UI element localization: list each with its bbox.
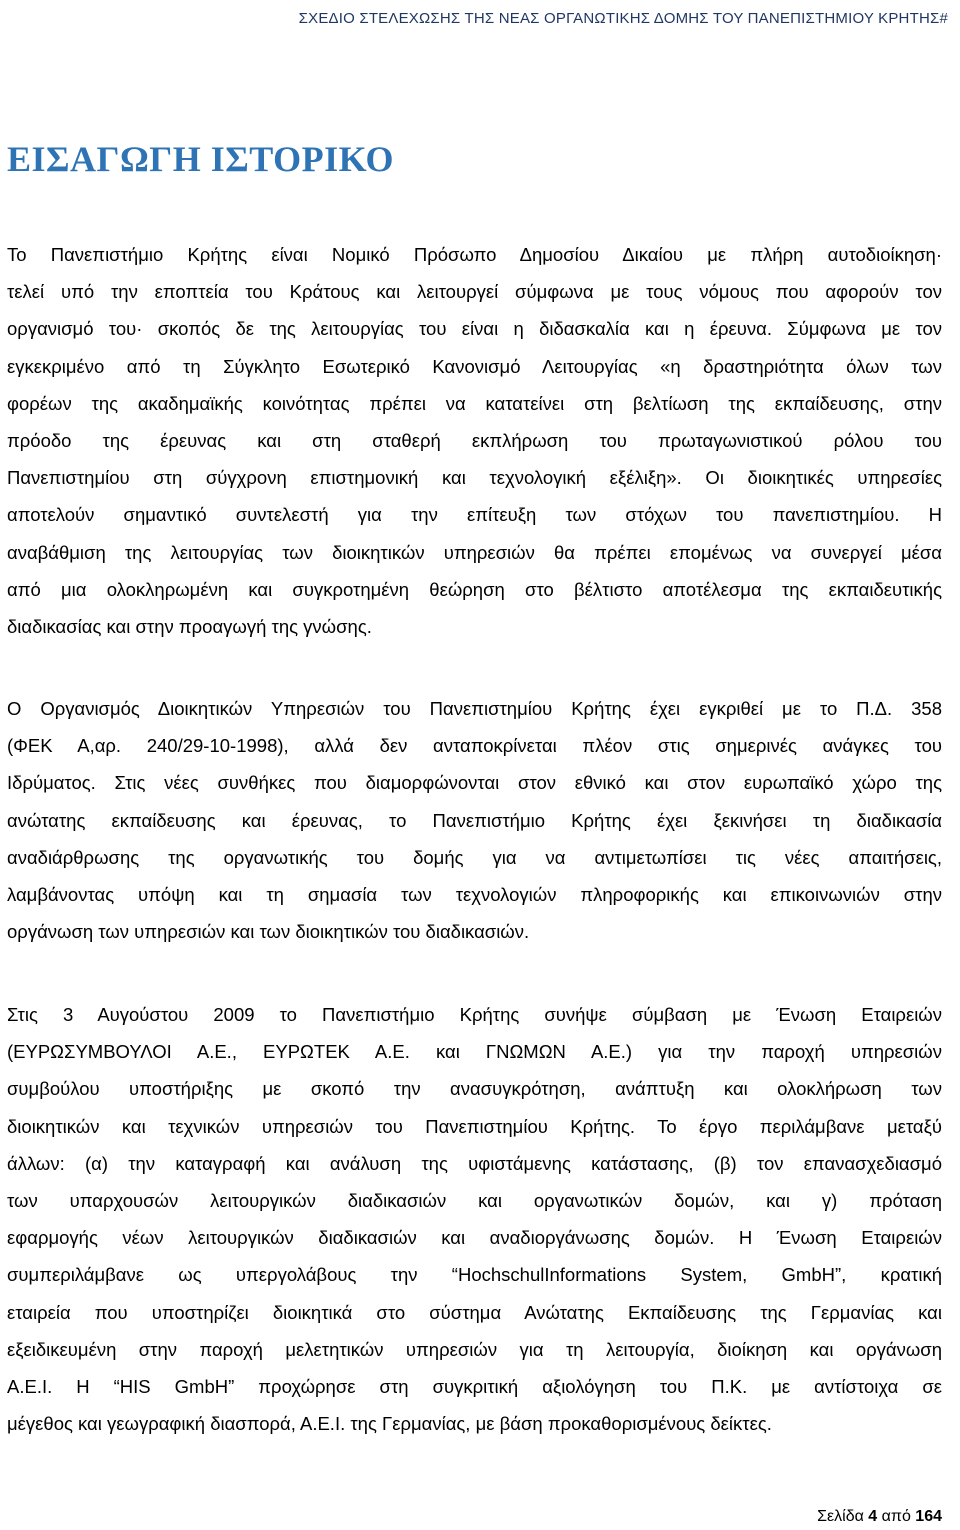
- paragraph-line: εγκεκριμένο από τη Σύγκλητο Εσωτερικό Κανονισμό Λειτουργίας «η δραστηριότητα όλων των: [7, 355, 942, 377]
- paragraph-line: άλλων: (α) την καταγραφή και ανάλυση της υφιστάμενης κατάστασης, (β) τον επανασχεδιασμό: [7, 1152, 942, 1174]
- paragraph-line: φορέων της ακαδημαϊκής κοινότητας πρέπει να κατατείνει στη βελτίωση της εκπαίδευσης, στην: [7, 392, 942, 414]
- paragraph-line: Ο Οργανισμός Διοικητικών Υπηρεσιών του Πανεπιστημίου Κρήτης έχει εγκριθεί με το Π.Δ. 358: [7, 698, 942, 719]
- paragraph-line: οργανισμό του· σκοπός δε της λειτουργίας του είναι η διδασκαλία και η έρευνα. Σύμφωνα με τον: [7, 318, 942, 340]
- paragraph-line: Πανεπιστημίου στη σύγχρονη επιστημονική και τεχνολογική εξέλιξη». Οι διοικητικές υπηρεσίες: [7, 467, 942, 489]
- paragraph-line: πρόοδο της έρευνας και στη σταθερή εκπλήρωση του πρωταγωνιστικού ρόλου του: [7, 430, 942, 452]
- paragraph-line: αναδιάρθρωσης της οργανωτικής του δομής για να αντιμετωπίσει τις νέες απαιτήσεις,: [7, 846, 942, 868]
- paragraph-line: Ιδρύματος. Στις νέες συνθήκες που διαμορφώνονται στον εθνικό και στον ευρωπαϊκό χώρο της: [7, 772, 942, 794]
- running-header: ΣΧΕΔΙΟ ΣΤΕΛΕΧΩΣΗΣ ΤΗΣ ΝΕΑΣ ΟΡΓΑΝΩΤΙΚΗΣ ΔΟΜΗΣ ΤΟΥ ΠΑΝΕΠΙΣΤΗΜΙΟΥ ΚΡΗΤΗΣ#: [298, 10, 948, 27]
- page-number: [817, 1508, 942, 1526]
- section-title: ΕΙΣΑΓΩΓΗ ΙΣΤΟΡΙΚΟ: [7, 139, 395, 179]
- paragraph-line: (ΦΕΚ Α,αρ. 240/29-10-1998), αλλά δεν ανταποκρίνεται πλέον στις σημερινές ανάγκες του: [7, 735, 942, 757]
- paragraph-line: εξειδικευμένη στην παροχή μελετητικών υπηρεσιών για τη λειτουργία, διοίκηση και οργάνωση: [7, 1338, 942, 1360]
- paragraph-line: από μια ολοκληρωμένη και συγκροτημένη θεώρηση στο βέλτιστο αποτέλεσμα της εκπαιδευτικής: [7, 578, 942, 600]
- paragraph-line: Το Πανεπιστήμιο Κρήτης είναι Νομικό Πρόσωπο Δημοσίου Δικαίου με πλήρη αυτοδιοίκηση·: [7, 244, 942, 265]
- paragraph-organization: [7, 690, 942, 950]
- paragraph-line: αναβάθμιση της λειτουργίας των διοικητικών υπηρεσιών θα πρέπει επομένως να συνεργεί μέσα: [7, 541, 942, 563]
- paragraph-line: λαμβάνοντας υπόψη και τη σημασία των τεχνολογιών πληροφορικής και επικοινωνιών στην: [7, 884, 942, 906]
- page-of-label: από: [881, 1508, 911, 1525]
- paragraph-line: διαδικασίας και στην προαγωγή της γνώσης.: [7, 616, 372, 638]
- paragraph-line: εφαρμογής νέων λειτουργικών διαδικασιών και αναδιοργάνωσης δομών. Η Ένωση Εταιρειών: [7, 1227, 942, 1249]
- page-label: Σελίδα: [817, 1508, 864, 1525]
- paragraph-line: Στις 3 Αυγούστου 2009 το Πανεπιστήμιο Κρήτης συνήψε σύμβαση με Ένωση Εταιρειών: [7, 1004, 942, 1025]
- paragraph-line: ανώτατης εκπαίδευσης και έρευνας, το Πανεπιστήμιο Κρήτης έχει ξεκινήσει τη διαδικασία: [7, 809, 942, 831]
- paragraph-intro: [7, 236, 942, 645]
- paragraph-line: τελεί υπό την εποπτεία του Κράτους και λειτουργεί σύμφωνα με τους νόμους που αφορούν τον: [7, 281, 942, 303]
- paragraph-line: συμπεριλάμβανε ως υπεργολάβους την “HochschulInformations System, GmbH”, κρατική: [7, 1264, 942, 1286]
- paragraph-contract: [7, 996, 942, 1442]
- paragraph-line: των υπαρχουσών λειτουργικών διαδικασιών και οργανωτικών δομών, και γ) πρόταση: [7, 1190, 942, 1212]
- paragraph-line: αποτελούν σημαντικό συντελεστή για την επίτευξη των στόχων του πανεπιστημίου. Η: [7, 504, 942, 526]
- paragraph-line: εταιρεία που υποστηρίζει διοικητικά στο σύστημα Ανώτατης Εκπαίδευσης της Γερμανίας και: [7, 1301, 942, 1323]
- paragraph-line: διοικητικών και τεχνικών υπηρεσιών του Πανεπιστημίου Κρήτης. Το έργο περιλάμβανε μεταξύ: [7, 1115, 942, 1137]
- paragraph-line: οργάνωση των υπηρεσιών και των διοικητικών του διαδικασιών.: [7, 921, 530, 943]
- paragraph-line: μέγεθος και γεωγραφική διασπορά, Α.Ε.Ι. της Γερμανίας, με βάση προκαθορισμένους δείκτες.: [7, 1413, 772, 1435]
- paragraph-line: Α.Ε.Ι. Η “HIS GmbH” προχώρησε στη συγκριτική αξιολόγηση του Π.Κ. με αντίστοιχα σε: [7, 1376, 942, 1398]
- paragraph-line: (ΕΥΡΩΣΥΜΒΟΥΛΟΙ Α.Ε., ΕΥΡΩΤΕΚ Α.Ε. και ΓΝΩΜΩΝ Α.Ε.) για την παροχή υπηρεσιών: [7, 1041, 942, 1063]
- total-pages: 164: [915, 1508, 942, 1525]
- paragraph-line: συμβούλου υποστήριξης με σκοπό την ανασυγκρότηση, ανάπτυξη και ολοκλήρωση των: [7, 1078, 942, 1100]
- current-page: 4: [868, 1508, 878, 1525]
